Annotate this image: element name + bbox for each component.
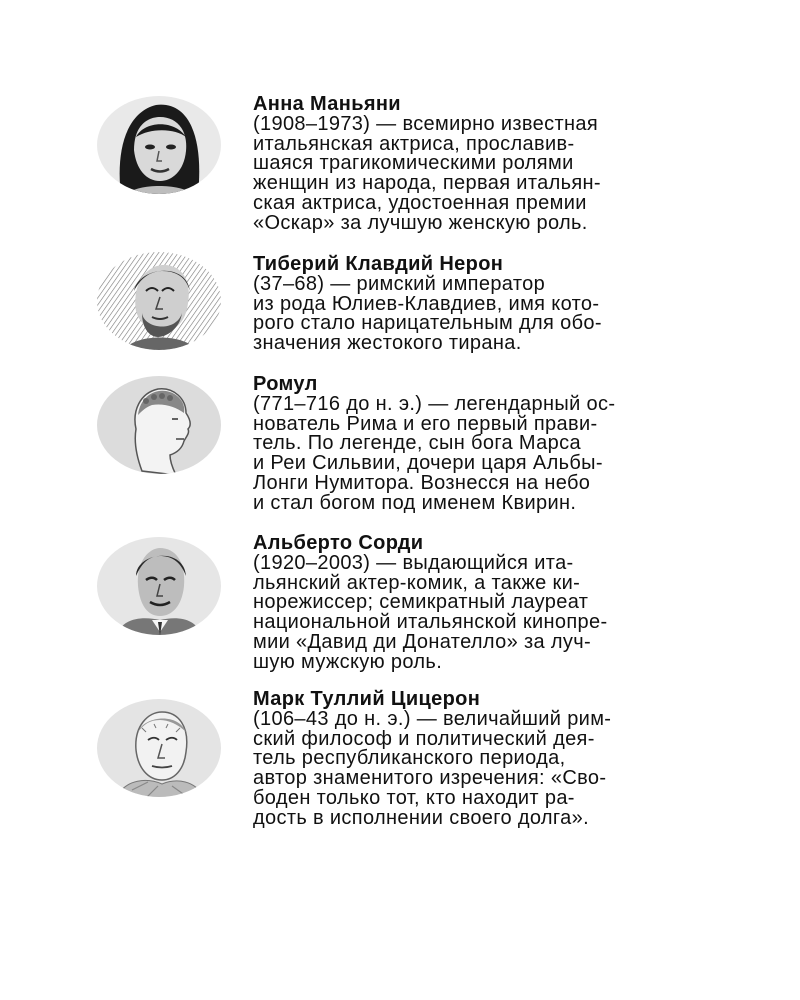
- text-line: итальянская актриса, прославив-: [253, 132, 575, 155]
- text-line: автор знаменитого изречения: «Сво-: [253, 767, 607, 790]
- portrait-romulus: [96, 375, 222, 475]
- text-line: ская актриса, удостоенная премии: [253, 191, 587, 214]
- text-line: значения жестокого тирана.: [253, 332, 522, 355]
- text-line: тель республиканского периода,: [253, 747, 566, 770]
- text-line: и Реи Сильвии, дочери царя Альбы-: [253, 452, 603, 475]
- text-line: ский философ и политический дея-: [253, 727, 595, 750]
- person-name: Ромул: [253, 373, 318, 395]
- biography-text: [253, 690, 673, 829]
- text-line: национальной итальянской кинопре-: [253, 611, 608, 634]
- text-line: норежиссер; семикратный лауреат: [253, 591, 589, 614]
- text-line: боден только тот, кто находит ра-: [253, 786, 575, 809]
- text-line: (1920–2003) — выдающийся ита-: [253, 551, 574, 574]
- text-line: рого стало нарицательным для обо-: [253, 312, 602, 335]
- text-line: (106–43 до н. э.) — величайший рим-: [253, 707, 612, 730]
- text-line: женщин из народа, первая итальян-: [253, 172, 601, 195]
- person-name: Марк Туллий Цицерон: [253, 688, 481, 710]
- biography-text: [253, 255, 673, 354]
- text-line: (1908–1973) — всемирно известная: [253, 112, 599, 135]
- text-line: льянский актер-комик, а также ки-: [253, 571, 581, 594]
- text-line: и стал богом под именем Квирин.: [253, 491, 577, 514]
- text-line: Лонги Нумитора. Вознесся на небо: [253, 471, 591, 494]
- portrait-cicero: [96, 698, 222, 798]
- biography-text: [253, 95, 673, 234]
- text-line: из рода Юлиев-Клавдиев, имя кото-: [253, 292, 600, 315]
- portrait-magnani: [96, 95, 222, 195]
- text-line: (771–716 до н. э.) — легендарный ос-: [253, 392, 616, 415]
- text-line: «Оскар» за лучшую женскую роль.: [253, 211, 588, 234]
- person-name: Анна Маньяни: [253, 93, 401, 115]
- text-line: шую мужскую роль.: [253, 650, 443, 673]
- portrait-nero: [96, 251, 222, 351]
- text-line: шаяся трагикомическими ролями: [253, 152, 574, 175]
- portrait-sordi: [96, 536, 222, 636]
- biography-text: [253, 375, 673, 514]
- text-line: мии «Давид ди Донателло» за луч-: [253, 630, 592, 653]
- text-line: нователь Рима и его первый прави-: [253, 412, 598, 435]
- text-line: тель. По легенде, сын бога Марса: [253, 432, 581, 455]
- person-name: Альберто Сорди: [253, 532, 424, 554]
- text-line: дость в исполнении своего долга».: [253, 806, 589, 829]
- biography-text: [253, 534, 673, 673]
- person-name: Тиберий Клавдий Нерон: [253, 253, 504, 275]
- text-line: (37–68) — римский император: [253, 272, 546, 295]
